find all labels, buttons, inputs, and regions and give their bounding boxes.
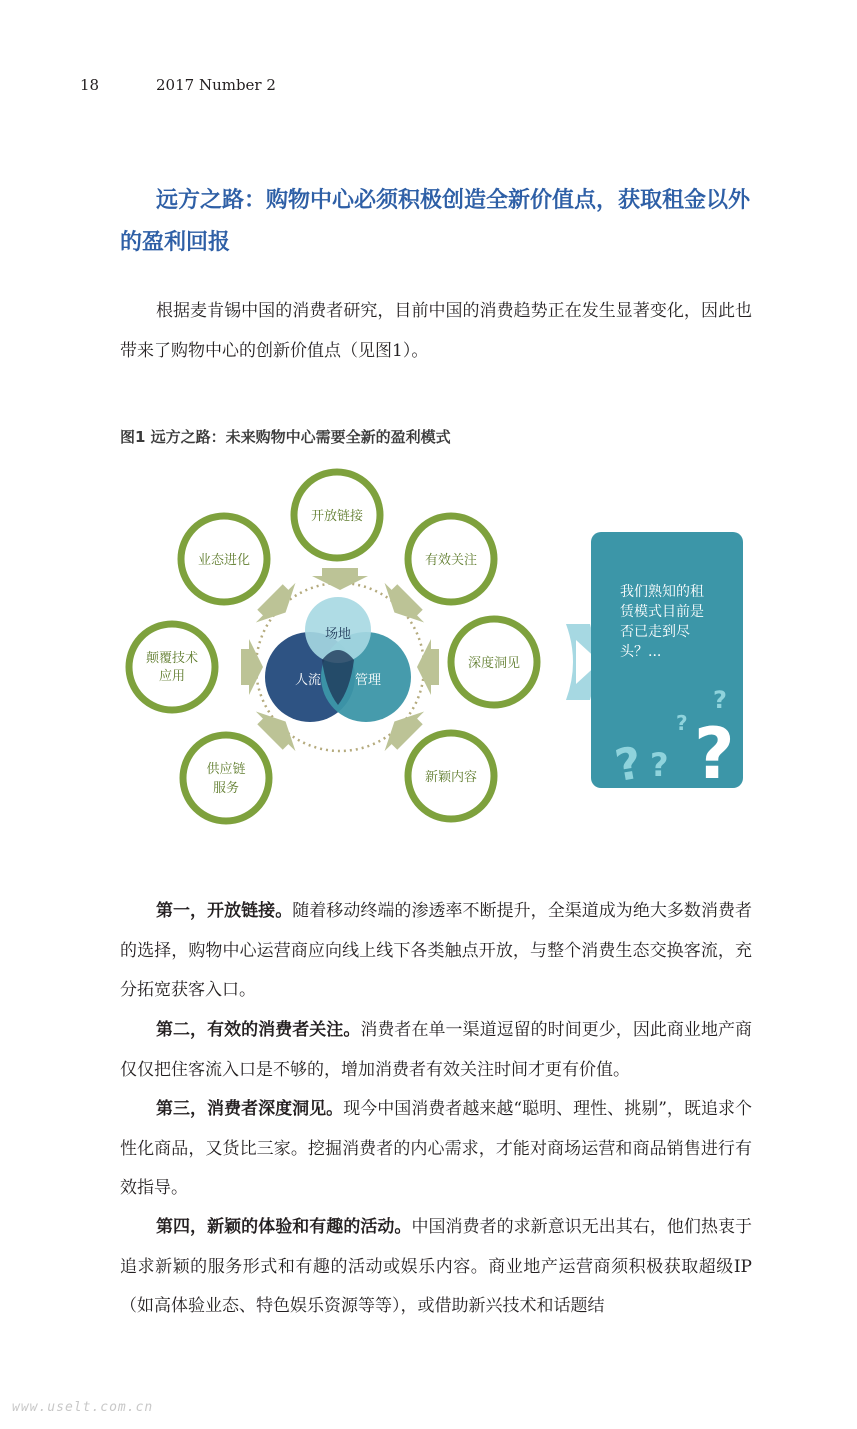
paragraph-1: [120, 892, 752, 1011]
watermark: www.uselt.com.cn: [12, 1400, 154, 1415]
arrow-right: [417, 639, 439, 695]
node-supply-chain-line1: 供应链: [206, 762, 246, 777]
node-disruptive-tech-line2: 应用: [158, 669, 186, 684]
paragraph-4-lead: 第四，新颖的体验和有趣的活动。: [156, 1217, 412, 1237]
issue-label: 2017 Number 2: [156, 76, 276, 94]
paragraph-1-body: 随着移动终端的渗透率不断提升，全渠道成为绝大多数消费者的选择，购物中心运营商应向线上线下各类触点开放，与整个消费生态交换客流，充分拓宽获客入口。: [120, 901, 753, 1000]
node-effective-attention: 有效关注: [424, 553, 478, 568]
svg-text:?: ?: [676, 711, 688, 735]
node-deep-insight: 深度洞见: [467, 656, 521, 671]
node-disruptive-tech-line1: 颠覆技术: [145, 651, 199, 666]
node-supply-chain-line2: 服务: [212, 781, 240, 796]
paragraph-3-lead: 第三，消费者深度洞见。: [156, 1099, 344, 1119]
venue-label: 场地: [324, 627, 352, 642]
arrow-top: [312, 568, 368, 590]
ring-disruptive-tech: [129, 624, 215, 710]
callout-line2: 赁模式目前是: [620, 604, 704, 620]
paragraph-1-lead: 第一，开放链接。: [156, 901, 293, 921]
svg-text:?: ?: [611, 737, 646, 793]
callout-line3: 否已走到尽: [620, 624, 690, 640]
node-format-evolution: 业态进化: [197, 553, 251, 568]
intro-paragraph: 根据麦肯锡中国的消费者研究，目前中国的消费趋势正在发生显著变化，因此也带来了购物中心的创新价值点（见图1）。: [120, 301, 752, 361]
callout-line4: 头？...: [620, 644, 662, 660]
paragraph-3-body: 现今中国消费者越来越“聪明、理性、挑剔”，既追求个性化商品，又货比三家。挖掘消费者的内心需求，才能对商场运营和商品销售进行有效指导。: [120, 1099, 753, 1198]
ring-supply-chain: [183, 735, 269, 821]
paragraph-4-body: 中国消费者的求新意识无出其右，他们热衷于追求新颖的服务形式和有趣的活动或娱乐内容。商业地产运营商须积极获取超级IP（如高体验业态、特色娱乐资源等等），或借助新兴技术和话题结: [120, 1217, 753, 1316]
traffic-label: 人流: [294, 673, 322, 688]
page-number: 18: [80, 76, 100, 94]
paragraph-3: [120, 1090, 752, 1209]
svg-text:?: ?: [694, 713, 735, 795]
paragraph-2: [120, 1011, 752, 1090]
management-label: 管理: [354, 673, 382, 688]
figure-caption: 图1 远方之路：未来购物中心需要全新的盈利模式: [120, 428, 451, 446]
section-title: 远方之路：购物中心必须积极创造全新价值点，获取租金以外的盈利回报: [120, 188, 751, 255]
svg-text:?: ?: [650, 746, 669, 784]
node-new-content: 新颖内容: [424, 770, 478, 785]
paragraph-2-lead: 第二，有效的消费者关注。: [156, 1020, 361, 1040]
callout-line1: 我们熟知的租: [620, 584, 704, 600]
svg-text:?: ?: [713, 686, 727, 714]
node-open-links: 开放链接: [310, 509, 364, 524]
paragraph-4: [120, 1208, 752, 1327]
arrow-left: [241, 639, 263, 695]
paragraph-2-body: 消费者在单一渠道逗留的时间更少，因此商业地产商仅仅把住客流入口是不够的，增加消费者有效关注时间才更有价值。: [120, 1020, 753, 1080]
